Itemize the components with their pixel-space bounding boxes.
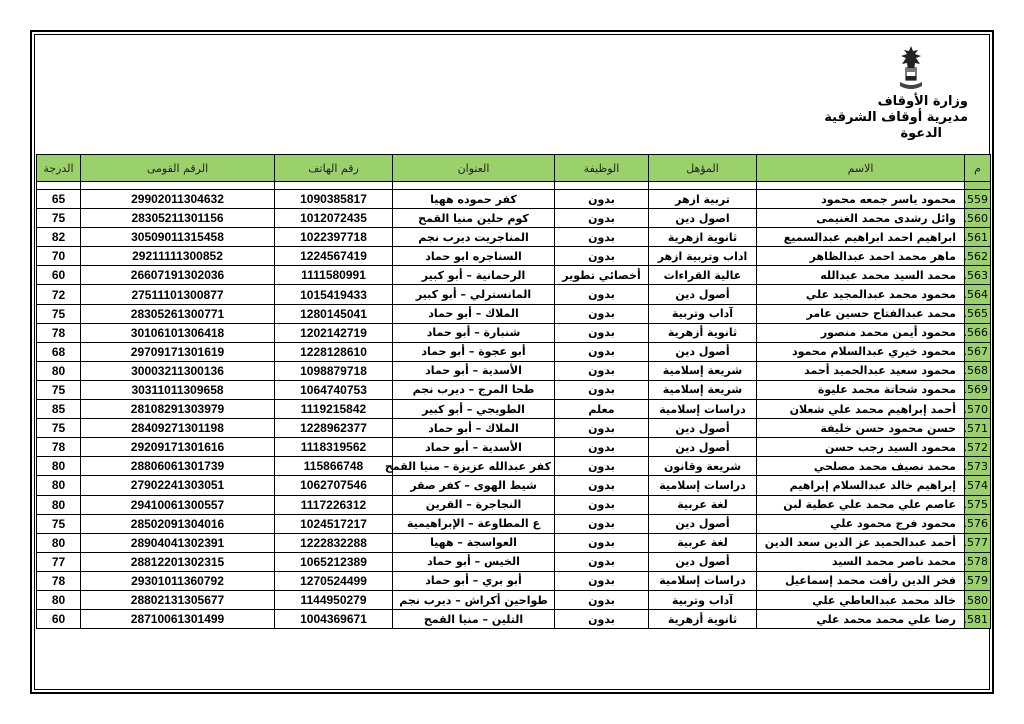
grade-cell: 80 — [37, 590, 81, 609]
phone-number-cell: 1098879718 — [275, 361, 393, 380]
grade-cell: 75 — [37, 209, 81, 228]
grade-cell: 80 — [37, 495, 81, 514]
column-header-qualification: المؤهل — [649, 155, 757, 182]
person-name-cell: إبراهيم خالد عبدالسلام إبراهيم — [757, 476, 965, 495]
job-title-cell: بدون — [555, 533, 649, 552]
qualification-cell: ثانوية ازهرية — [649, 228, 757, 247]
qualification-cell: ثانوية أزهرية — [649, 610, 757, 629]
address-cell: الخيس – أبو حماد — [393, 552, 555, 571]
grade-cell: 77 — [37, 552, 81, 571]
qualification-cell: شريعة وقانون — [649, 457, 757, 476]
row-index-cell: 573. — [965, 457, 991, 476]
national-id-cell: 28108291303979 — [81, 400, 275, 419]
table-row — [37, 457, 991, 476]
table-row — [37, 400, 991, 419]
phone-number-cell: 1064740753 — [275, 380, 393, 399]
column-header-national-id: الرقم القومى — [81, 155, 275, 182]
qualification-cell: أصول دين — [649, 552, 757, 571]
grade-cell: 60 — [37, 266, 81, 285]
table-row — [37, 247, 991, 266]
phone-number-cell: 1062707546 — [275, 476, 393, 495]
grade-cell: 80 — [37, 361, 81, 380]
row-index-cell: 575. — [965, 495, 991, 514]
grade-cell: 78 — [37, 438, 81, 457]
qualification-cell: آداب وتربية — [649, 590, 757, 609]
row-index-cell: 568. — [965, 361, 991, 380]
table-row — [37, 380, 991, 399]
phone-number-cell: 1224567419 — [275, 247, 393, 266]
phone-number-cell: 1144950279 — [275, 590, 393, 609]
person-name-cell: محمود خيري عبدالسلام محمود — [757, 342, 965, 361]
qualification-cell: دراسات إسلامية — [649, 400, 757, 419]
row-index-cell: 559. — [965, 190, 991, 209]
blank-cell — [37, 182, 81, 190]
phone-number-cell: 1090385817 — [275, 190, 393, 209]
national-id-cell: 28802131305677 — [81, 590, 275, 609]
table-row — [37, 533, 991, 552]
table-row — [37, 361, 991, 380]
blank-cell — [81, 182, 275, 190]
job-title-cell: بدون — [555, 228, 649, 247]
job-title-cell: بدون — [555, 209, 649, 228]
grade-cell: 80 — [37, 457, 81, 476]
job-title-cell: بدون — [555, 285, 649, 304]
qualification-cell: دراسات إسلامية — [649, 571, 757, 590]
address-cell: طواحين أكراش – ديرب نجم — [393, 590, 555, 609]
phone-number-cell: 1012072435 — [275, 209, 393, 228]
egypt-eagle-emblem-icon — [894, 44, 928, 92]
address-cell: ع المطاوعة – الإبراهيمية — [393, 514, 555, 533]
row-index-cell: 565. — [965, 304, 991, 323]
person-name-cell: محمود محمد عبدالمجيد علي — [757, 285, 965, 304]
column-header-index: م — [965, 155, 991, 182]
phone-number-cell: 1228962377 — [275, 419, 393, 438]
table-row — [37, 266, 991, 285]
row-index-cell: 562. — [965, 247, 991, 266]
address-cell: كوم حلين منيا القمح — [393, 209, 555, 228]
address-cell: الأسدية – أبو حماد — [393, 361, 555, 380]
address-cell: الرحمانية – أبو كبير — [393, 266, 555, 285]
table-row — [37, 285, 991, 304]
qualification-cell: أصول دين — [649, 514, 757, 533]
table-row — [37, 209, 991, 228]
qualification-cell: دراسات إسلامية — [649, 476, 757, 495]
address-cell: شيط الهوى – كفر صقر — [393, 476, 555, 495]
column-header-address: العنوان — [393, 155, 555, 182]
table-row — [37, 495, 991, 514]
job-title-cell: بدون — [555, 342, 649, 361]
grade-cell: 65 — [37, 190, 81, 209]
grade-cell: 80 — [37, 476, 81, 495]
national-id-cell: 30106101306418 — [81, 323, 275, 342]
national-id-cell: 28904041302391 — [81, 533, 275, 552]
row-index-cell: 567. — [965, 342, 991, 361]
phone-number-cell: 1024517217 — [275, 514, 393, 533]
column-header-phone: رقم الهاتف — [275, 155, 393, 182]
person-name-cell: محمد السيد محمد عبدالله — [757, 266, 965, 285]
column-header-name: الاسم — [757, 155, 965, 182]
person-name-cell: ابراهيم احمد ابراهيم عبدالسميع — [757, 228, 965, 247]
phone-number-cell: 1117226312 — [275, 495, 393, 514]
phone-number-cell: 1270524499 — [275, 571, 393, 590]
job-title-cell: بدون — [555, 247, 649, 266]
row-index-cell: 580. — [965, 590, 991, 609]
national-id-cell: 29209171301616 — [81, 438, 275, 457]
address-cell: الطويجي – أبو كبير — [393, 400, 555, 419]
job-title-cell: بدون — [555, 304, 649, 323]
qualification-cell: شريعة إسلامية — [649, 361, 757, 380]
person-name-cell: أحمد عبدالحميد عز الدين سعد الدين — [757, 533, 965, 552]
job-title-cell: بدون — [555, 361, 649, 380]
national-id-cell: 30003211300136 — [81, 361, 275, 380]
blank-cell — [757, 182, 965, 190]
person-name-cell: فخر الدين رأفت محمد إسماعيل — [757, 571, 965, 590]
person-name-cell: محمود فرج محمود علي — [757, 514, 965, 533]
person-name-cell: حسن محمود حسن خليفة — [757, 419, 965, 438]
grade-cell: 60 — [37, 610, 81, 629]
national-id-cell: 28409271301198 — [81, 419, 275, 438]
row-index-cell: 572. — [965, 438, 991, 457]
qualification-cell: ثانوية أزهرية — [649, 323, 757, 342]
job-title-cell: بدون — [555, 190, 649, 209]
grade-cell: 68 — [37, 342, 81, 361]
table-header-row — [37, 155, 991, 182]
national-id-cell: 28812201302315 — [81, 552, 275, 571]
address-cell: شنبارة – أبو حماد — [393, 323, 555, 342]
national-id-cell: 29902011304632 — [81, 190, 275, 209]
address-cell: النجاجرة – القرين — [393, 495, 555, 514]
qualification-cell: آداب وتربية — [649, 304, 757, 323]
row-index-cell: 576. — [965, 514, 991, 533]
phone-number-cell: 1111580991 — [275, 266, 393, 285]
national-id-cell: 29709171301619 — [81, 342, 275, 361]
person-name-cell: محمد ناصر محمد السيد — [757, 552, 965, 571]
job-title-cell: بدون — [555, 552, 649, 571]
grade-cell: 70 — [37, 247, 81, 266]
table-blank-row — [37, 182, 991, 190]
table-row — [37, 342, 991, 361]
grade-cell: 78 — [37, 571, 81, 590]
grade-cell: 75 — [37, 304, 81, 323]
table-row — [37, 552, 991, 571]
phone-number-cell: 1280145041 — [275, 304, 393, 323]
address-cell: المناجريت ديرب نجم — [393, 228, 555, 247]
table-row — [37, 514, 991, 533]
qualification-cell: لغة عربية — [649, 495, 757, 514]
person-name-cell: محمود أيمن محمد منصور — [757, 323, 965, 342]
person-name-cell: محمد نصيف محمد مصلحي — [757, 457, 965, 476]
row-index-cell: 566. — [965, 323, 991, 342]
column-header-grade: الدرجة — [37, 155, 81, 182]
qualification-cell: أصول دين — [649, 419, 757, 438]
national-id-cell: 28806061301739 — [81, 457, 275, 476]
blank-cell — [555, 182, 649, 190]
national-id-cell: 29301011360792 — [81, 571, 275, 590]
job-title-cell: بدون — [555, 419, 649, 438]
phone-number-cell: 1022397718 — [275, 228, 393, 247]
person-name-cell: رضا علي محمد محمد علي — [757, 610, 965, 629]
department-title: الدعوة — [900, 126, 942, 141]
address-cell: الأسدية – أبو حماد — [393, 438, 555, 457]
national-id-cell: 27902241303051 — [81, 476, 275, 495]
qualification-cell: أصول دين — [649, 342, 757, 361]
address-cell: كفر عبدالله عزيزة – منيا القمح — [393, 457, 555, 476]
table-row — [37, 190, 991, 209]
grade-cell: 78 — [37, 323, 81, 342]
address-cell: المانسترلي – أبو كبير — [393, 285, 555, 304]
row-index-cell: 560. — [965, 209, 991, 228]
phone-number-cell: 1065212389 — [275, 552, 393, 571]
national-id-cell: 30311011309658 — [81, 380, 275, 399]
national-id-cell: 26607191302036 — [81, 266, 275, 285]
phone-number-cell: 1202142719 — [275, 323, 393, 342]
job-title-cell: بدون — [555, 476, 649, 495]
person-name-cell: أحمد إبراهيم محمد علي شعلان — [757, 400, 965, 419]
national-id-cell: 28305211301156 — [81, 209, 275, 228]
candidates-table — [36, 154, 991, 629]
job-title-cell: معلم — [555, 400, 649, 419]
blank-cell — [393, 182, 555, 190]
qualification-cell: عالية القراءات — [649, 266, 757, 285]
phone-number-cell: 1004369671 — [275, 610, 393, 629]
person-name-cell: محمود ياسر جمعه محمود — [757, 190, 965, 209]
job-title-cell: بدون — [555, 380, 649, 399]
person-name-cell: محمد عبدالفتاح حسين عامر — [757, 304, 965, 323]
phone-number-cell: 1015419433 — [275, 285, 393, 304]
national-id-cell: 29211111300852 — [81, 247, 275, 266]
person-name-cell: محمود شحاتة محمد عليوة — [757, 380, 965, 399]
job-title-cell: بدون — [555, 571, 649, 590]
row-index-cell: 577. — [965, 533, 991, 552]
qualification-cell: اصول دين — [649, 209, 757, 228]
row-index-cell: 574. — [965, 476, 991, 495]
row-index-cell: 561. — [965, 228, 991, 247]
person-name-cell: ماهر محمد احمد عبدالظاهر — [757, 247, 965, 266]
phone-number-cell: 1119215842 — [275, 400, 393, 419]
job-title-cell: بدون — [555, 514, 649, 533]
job-title-cell: بدون — [555, 590, 649, 609]
grade-cell: 75 — [37, 514, 81, 533]
qualification-cell: لغة عربية — [649, 533, 757, 552]
job-title-cell: بدون — [555, 457, 649, 476]
qualification-cell: أصول دين — [649, 285, 757, 304]
grade-cell: 72 — [37, 285, 81, 304]
grade-cell: 75 — [37, 380, 81, 399]
job-title-cell: بدون — [555, 495, 649, 514]
table-row — [37, 438, 991, 457]
qualification-cell: تربية ازهر — [649, 190, 757, 209]
qualification-cell: اداب وتربية ازهر — [649, 247, 757, 266]
table-row — [37, 228, 991, 247]
national-id-cell: 28710061301499 — [81, 610, 275, 629]
row-index-cell: 564. — [965, 285, 991, 304]
national-id-cell: 28502091304016 — [81, 514, 275, 533]
grade-cell: 82 — [37, 228, 81, 247]
table-row — [37, 590, 991, 609]
row-index-cell: 571. — [965, 419, 991, 438]
row-index-cell: 578. — [965, 552, 991, 571]
national-id-cell: 29410061300557 — [81, 495, 275, 514]
person-name-cell: عاصم علي محمد علي عطية لبن — [757, 495, 965, 514]
row-index-cell: 579. — [965, 571, 991, 590]
table-row — [37, 419, 991, 438]
table-row — [37, 323, 991, 342]
person-name-cell: محمود السيد رجب حسن — [757, 438, 965, 457]
address-cell: طحا المرج – ديرب نجم — [393, 380, 555, 399]
address-cell: أبو عجوة – أبو حماد — [393, 342, 555, 361]
phone-number-cell: 115866748 — [275, 457, 393, 476]
table-row — [37, 571, 991, 590]
qualification-cell: شريعة إسلامية — [649, 380, 757, 399]
job-title-cell: أخصائي تطوير — [555, 266, 649, 285]
row-index-cell: 563. — [965, 266, 991, 285]
blank-cell — [649, 182, 757, 190]
directorate-title: مديرية أوقاف الشرقية — [824, 110, 968, 125]
row-index-cell: 570. — [965, 400, 991, 419]
row-index-cell: 569. — [965, 380, 991, 399]
blank-cell — [275, 182, 393, 190]
row-index-cell: 581. — [965, 610, 991, 629]
job-title-cell: بدون — [555, 438, 649, 457]
grade-cell: 80 — [37, 533, 81, 552]
national-id-cell: 27511101300877 — [81, 285, 275, 304]
job-title-cell: بدون — [555, 610, 649, 629]
grade-cell: 85 — [37, 400, 81, 419]
phone-number-cell: 1228128610 — [275, 342, 393, 361]
table-row — [37, 304, 991, 323]
address-cell: العواسجة – ههيا — [393, 533, 555, 552]
phone-number-cell: 1222832288 — [275, 533, 393, 552]
national-id-cell: 28305261300771 — [81, 304, 275, 323]
address-cell: الملاك – أبو حماد — [393, 304, 555, 323]
national-id-cell: 30509011315458 — [81, 228, 275, 247]
address-cell: كفر حموده ههيا — [393, 190, 555, 209]
person-name-cell: وائل رشدى محمد الغنيمى — [757, 209, 965, 228]
phone-number-cell: 1118319562 — [275, 438, 393, 457]
blank-cell — [965, 182, 991, 190]
address-cell: الملاك – أبو حماد — [393, 419, 555, 438]
address-cell: السناجره ابو حماد — [393, 247, 555, 266]
grade-cell: 75 — [37, 419, 81, 438]
table-row — [37, 610, 991, 629]
address-cell: التلين – منيا القمح — [393, 610, 555, 629]
job-title-cell: بدون — [555, 323, 649, 342]
qualification-cell: أصول دين — [649, 438, 757, 457]
person-name-cell: محمود سعيد عبدالحميد أحمد — [757, 361, 965, 380]
address-cell: أبو بري – أبو حماد — [393, 571, 555, 590]
column-header-job: الوظيفة — [555, 155, 649, 182]
table-row — [37, 476, 991, 495]
person-name-cell: خالد محمد عبدالعاطي علي — [757, 590, 965, 609]
ministry-title: وزارة الأوقاف — [877, 94, 968, 109]
